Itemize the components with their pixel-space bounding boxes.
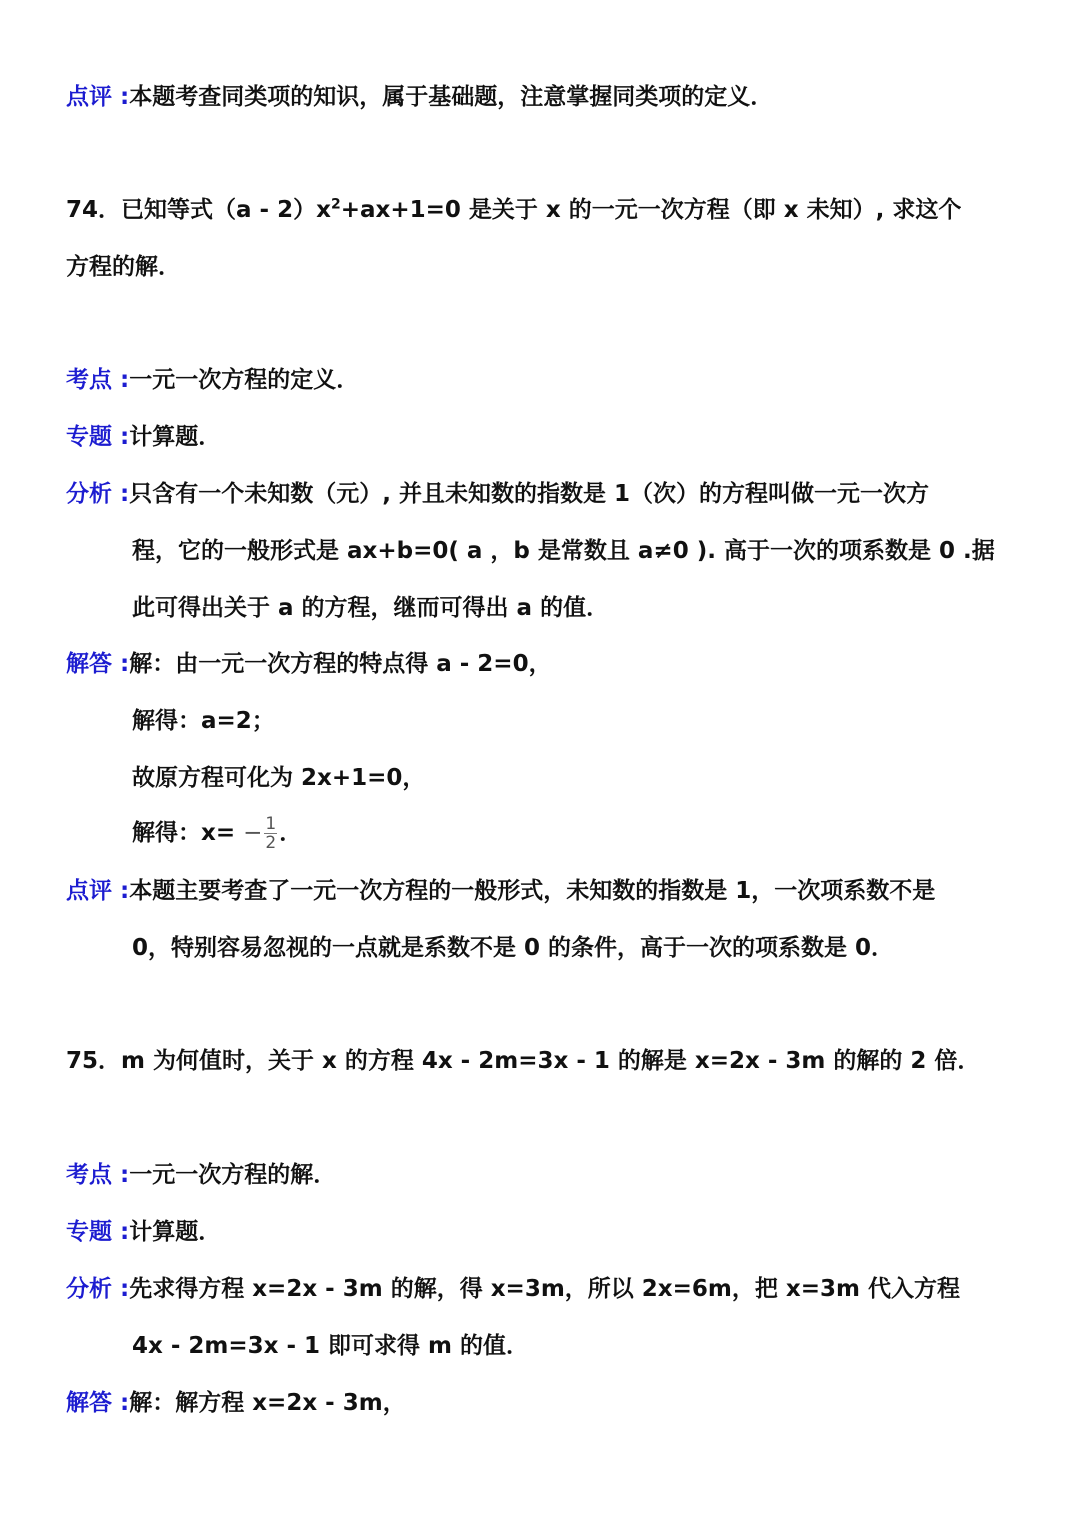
q74-jieda (66, 649, 552, 679)
question-74-line2: 方程的解． (66, 254, 181, 280)
kaodian-text: 一元一次方程的定义． (129, 367, 360, 393)
jieda-line: 解：由一元一次方程的特点得 a - 2=0， (129, 651, 552, 677)
label-colon: : (120, 651, 130, 677)
dianping-line: 0，特别容易忽视的一点就是系数不是 0 的条件，高于一次的项系数是 0． (132, 935, 895, 961)
fenxi-line: 此可得出关于 a 的方程，继而可得出 a 的值． (132, 595, 610, 621)
jieda-line: 解：解方程 x=2x - 3m， (129, 1390, 406, 1416)
jieda-label: 解答 (66, 651, 112, 677)
label-colon: : (120, 878, 130, 904)
jieda-line: 解得：x= (132, 820, 236, 846)
exponent: 2 (330, 196, 341, 213)
q74-fenxi (66, 479, 929, 509)
label-colon: : (120, 424, 130, 450)
zhuanti-text: 计算题． (129, 1219, 222, 1245)
fenxi-line: 只含有一个未知数（元）, 并且未知数的指数是 1（次）的方程叫做一元一次方 (129, 481, 929, 507)
zhuanti-text: 计算题． (129, 424, 222, 450)
fraction (264, 815, 277, 852)
dianping-label: 点评 (66, 878, 112, 904)
jieda-line: 解得：a=2； (132, 708, 275, 734)
fenxi-line: 程，它的一般形式是 ax+b=0( a ，b 是常数且 a≠0 ). 高于一次的项系数是 0 .据 (132, 538, 995, 564)
fenxi-line: 4x - 2m=3x - 1 即可求得 m 的值． (132, 1333, 530, 1359)
jieda-label: 解答 (66, 1390, 112, 1416)
zhuanti-label: 专题 (66, 424, 112, 450)
zhuanti-label: 专题 (66, 1219, 112, 1245)
dianping-line: 本题主要考查了一元一次方程的一般形式，未知数的指数是 1，一次项系数不是 (129, 878, 936, 904)
label-colon: : (120, 367, 130, 393)
kaodian-text: 一元一次方程的解． (129, 1162, 337, 1188)
question-75: 75．m 为何值时，关于 x 的方程 4x - 2m=3x - 1 的解是 x=2x - 3m 的解的 2 倍． (66, 1048, 981, 1074)
prev-comment (66, 82, 773, 112)
jieda-answer-line (132, 815, 302, 852)
label-colon: : (120, 1276, 130, 1302)
q75-kaodian (66, 1160, 336, 1190)
label-colon: : (120, 1219, 130, 1245)
label-colon: : (120, 1162, 130, 1188)
q75-fenxi (66, 1274, 960, 1304)
jieda-line: 故原方程可化为 2x+1=0， (132, 765, 426, 791)
q75-zhuanti (66, 1217, 221, 1247)
q74-dianping (66, 876, 935, 906)
label-colon: : (120, 84, 130, 110)
fenxi-line: 先求得方程 x=2x - 3m 的解，得 x=3m，所以 2x=6m，把 x=3m 代入方程 (129, 1276, 960, 1302)
q74-kaodian (66, 365, 359, 395)
label-colon: : (120, 481, 130, 507)
comment-text: 本题考查同类项的知识，属于基础题，注意掌握同类项的定义． (129, 84, 774, 110)
period: ． (279, 820, 303, 846)
q75-jieda (66, 1388, 406, 1418)
minus-sign: − (243, 820, 263, 846)
label-colon: : (120, 1390, 130, 1416)
question-74 (66, 195, 961, 225)
numerator: 1 (265, 814, 277, 834)
denominator: 2 (265, 833, 277, 853)
question-74-suffix: +ax+1=0 是关于 x 的一元一次方程（即 x 未知）, 求这个 (340, 197, 962, 223)
kaodian-label: 考点 (66, 1162, 112, 1188)
question-74-prefix: 74．已知等式（a - 2）x (66, 197, 331, 223)
q74-zhuanti (66, 422, 221, 452)
fenxi-label: 分析 (66, 481, 112, 507)
kaodian-label: 考点 (66, 367, 112, 393)
comment-label: 点评 (66, 84, 112, 110)
fenxi-label: 分析 (66, 1276, 112, 1302)
